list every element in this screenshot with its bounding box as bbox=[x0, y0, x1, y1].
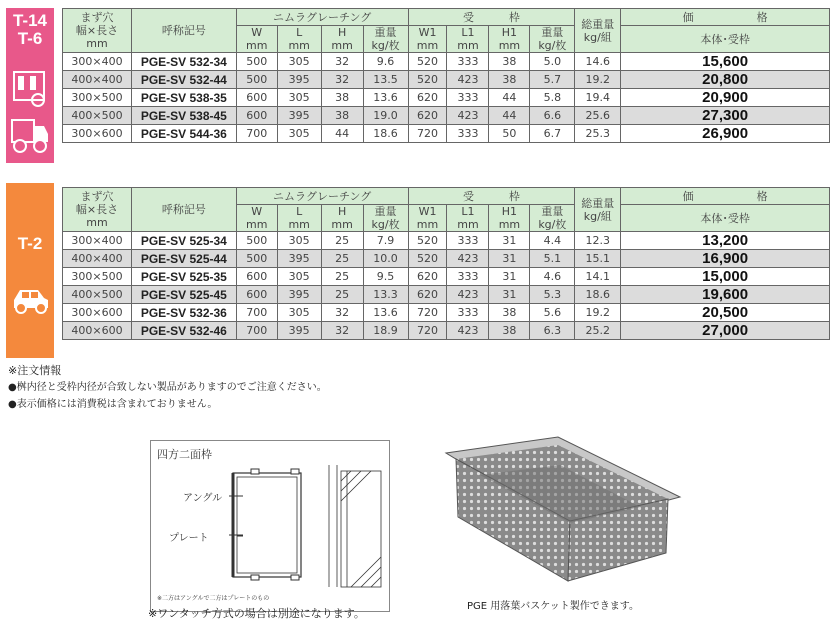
header-l: L mm bbox=[277, 205, 321, 232]
cell-model: PGE-SV 538-35 bbox=[131, 89, 236, 107]
cell-wt2: 5.8 bbox=[530, 89, 575, 107]
cell-w1: 620 bbox=[408, 286, 447, 304]
cell-wt2: 4.6 bbox=[530, 268, 575, 286]
header-model: 呼称記号 bbox=[131, 188, 236, 232]
cell-wt2: 5.0 bbox=[530, 53, 575, 71]
basket-caption: PGE 用落葉バスケット製作できます。 bbox=[467, 601, 639, 612]
cell-w1: 520 bbox=[408, 250, 447, 268]
cell-h: 32 bbox=[321, 53, 363, 71]
cell-size: 300×400 bbox=[63, 232, 132, 250]
cell-wt: 13.3 bbox=[363, 286, 408, 304]
header-price-sub: 本体･受枠 bbox=[621, 26, 830, 53]
diagram-caption: ※ワンタッチ方式の場合は別途になります。 bbox=[148, 607, 365, 620]
cell-price: 13,200 bbox=[621, 232, 830, 250]
header-total-weight: 総重量 kg/組 bbox=[575, 9, 621, 53]
cell-wt2: 5.7 bbox=[530, 71, 575, 89]
cell-model: PGE-SV 532-44 bbox=[131, 71, 236, 89]
cell-size: 400×500 bbox=[63, 107, 132, 125]
header-h1: H1 mm bbox=[489, 26, 530, 53]
cell-size: 300×500 bbox=[63, 268, 132, 286]
table-row bbox=[63, 53, 830, 71]
header-price: 価 格 bbox=[621, 9, 830, 26]
cell-price: 20,800 bbox=[621, 71, 830, 89]
header-grating: ニムラグレーチング bbox=[236, 9, 408, 26]
cell-h: 38 bbox=[321, 89, 363, 107]
cell-total: 25.6 bbox=[575, 107, 621, 125]
frame-drawing bbox=[151, 441, 391, 613]
cell-model: PGE-SV 538-45 bbox=[131, 107, 236, 125]
cell-total: 19.2 bbox=[575, 71, 621, 89]
diagram-title: 四方二面枠 bbox=[157, 448, 212, 461]
cell-model: PGE-SV 525-44 bbox=[131, 250, 236, 268]
cell-w: 700 bbox=[236, 125, 277, 143]
header-price-sub: 本体･受枠 bbox=[621, 205, 830, 232]
header-total-weight: 総重量 kg/組 bbox=[575, 188, 621, 232]
tab-label-t14: T-14 bbox=[12, 11, 48, 30]
cell-price: 20,500 bbox=[621, 304, 830, 322]
table-row bbox=[63, 286, 830, 304]
cell-w: 600 bbox=[236, 286, 277, 304]
cell-h1: 31 bbox=[489, 250, 530, 268]
cell-h1: 44 bbox=[489, 89, 530, 107]
cell-price: 20,900 bbox=[621, 89, 830, 107]
plate-label: プレート bbox=[169, 533, 209, 544]
cell-h: 25 bbox=[321, 250, 363, 268]
cell-l: 395 bbox=[277, 71, 321, 89]
header-masu: まず穴 幅×長さ mm bbox=[63, 9, 132, 53]
header-uke-waku: 受 枠 bbox=[408, 9, 575, 26]
cell-h1: 38 bbox=[489, 322, 530, 340]
cell-wt2: 5.6 bbox=[530, 304, 575, 322]
cell-price: 16,900 bbox=[621, 250, 830, 268]
cell-l1: 423 bbox=[447, 107, 489, 125]
cell-l1: 333 bbox=[447, 125, 489, 143]
cell-total: 15.1 bbox=[575, 250, 621, 268]
cell-l1: 333 bbox=[447, 53, 489, 71]
header-weight: 重量 kg/枚 bbox=[363, 205, 408, 232]
cell-price: 19,600 bbox=[621, 286, 830, 304]
header-w1: W1 mm bbox=[408, 205, 447, 232]
cell-w1: 520 bbox=[408, 232, 447, 250]
cell-l1: 333 bbox=[447, 304, 489, 322]
cell-h1: 31 bbox=[489, 232, 530, 250]
cell-w: 500 bbox=[236, 232, 277, 250]
cell-h: 38 bbox=[321, 107, 363, 125]
cell-price: 27,000 bbox=[621, 322, 830, 340]
cell-wt2: 5.3 bbox=[530, 286, 575, 304]
table-row bbox=[63, 107, 830, 125]
table-row bbox=[63, 125, 830, 143]
cell-w: 600 bbox=[236, 107, 277, 125]
cell-w1: 720 bbox=[408, 125, 447, 143]
header-w: W mm bbox=[236, 26, 277, 53]
cell-h1: 38 bbox=[489, 71, 530, 89]
table-row bbox=[63, 304, 830, 322]
cell-wt: 9.6 bbox=[363, 53, 408, 71]
cell-w1: 620 bbox=[408, 268, 447, 286]
cell-size: 400×600 bbox=[63, 322, 132, 340]
header-w1: W1 mm bbox=[408, 26, 447, 53]
cell-l: 395 bbox=[277, 322, 321, 340]
cell-model: PGE-SV 532-34 bbox=[131, 53, 236, 71]
cell-h: 25 bbox=[321, 232, 363, 250]
cell-w: 600 bbox=[236, 89, 277, 107]
header-l: L mm bbox=[277, 26, 321, 53]
cell-w: 700 bbox=[236, 304, 277, 322]
tab-label-t6: T-6 bbox=[17, 29, 43, 48]
cell-wt2: 6.6 bbox=[530, 107, 575, 125]
cell-l: 305 bbox=[277, 89, 321, 107]
notes-heading: ※注文情報 bbox=[8, 364, 62, 377]
cell-l: 395 bbox=[277, 286, 321, 304]
angle-label: アングル bbox=[183, 493, 223, 504]
cell-size: 400×400 bbox=[63, 250, 132, 268]
cell-size: 300×400 bbox=[63, 53, 132, 71]
cell-l: 305 bbox=[277, 53, 321, 71]
cell-size: 400×400 bbox=[63, 71, 132, 89]
cell-l: 305 bbox=[277, 232, 321, 250]
tab-label-t2: T-2 bbox=[17, 234, 43, 253]
cell-total: 18.6 bbox=[575, 286, 621, 304]
cell-h1: 44 bbox=[489, 107, 530, 125]
cell-l1: 423 bbox=[447, 71, 489, 89]
cell-l: 395 bbox=[277, 107, 321, 125]
cell-total: 25.3 bbox=[575, 125, 621, 143]
cell-wt2: 6.3 bbox=[530, 322, 575, 340]
cell-total: 19.4 bbox=[575, 89, 621, 107]
frame-diagram bbox=[150, 440, 390, 612]
cell-w: 500 bbox=[236, 250, 277, 268]
cell-h1: 31 bbox=[489, 286, 530, 304]
table-row bbox=[63, 268, 830, 286]
cell-l1: 333 bbox=[447, 89, 489, 107]
cell-l: 305 bbox=[277, 125, 321, 143]
cell-wt: 9.5 bbox=[363, 268, 408, 286]
cell-h: 32 bbox=[321, 71, 363, 89]
cell-w: 500 bbox=[236, 53, 277, 71]
cell-l: 305 bbox=[277, 304, 321, 322]
header-weight-frame: 重量 kg/枚 bbox=[530, 26, 575, 53]
cell-wt2: 6.7 bbox=[530, 125, 575, 143]
cell-l1: 423 bbox=[447, 250, 489, 268]
cell-h: 25 bbox=[321, 286, 363, 304]
spec-table-t2 bbox=[62, 187, 830, 340]
cell-l: 395 bbox=[277, 250, 321, 268]
cell-size: 300×600 bbox=[63, 125, 132, 143]
car-icon bbox=[10, 278, 50, 318]
cell-l1: 423 bbox=[447, 322, 489, 340]
cell-wt: 13.5 bbox=[363, 71, 408, 89]
cell-h: 32 bbox=[321, 304, 363, 322]
cell-model: PGE-SV 525-35 bbox=[131, 268, 236, 286]
cell-w1: 720 bbox=[408, 322, 447, 340]
note-line-1: ●桝内径と受枠内径が合致しない製品がありますのでご注意ください。 bbox=[8, 382, 327, 393]
cell-wt: 13.6 bbox=[363, 89, 408, 107]
cell-l: 305 bbox=[277, 268, 321, 286]
spec-table-t14-t6 bbox=[62, 8, 830, 143]
order-notes bbox=[8, 362, 327, 413]
cell-wt: 18.9 bbox=[363, 322, 408, 340]
header-h: H mm bbox=[321, 26, 363, 53]
cell-w1: 520 bbox=[408, 53, 447, 71]
cell-wt2: 4.4 bbox=[530, 232, 575, 250]
cell-wt: 19.0 bbox=[363, 107, 408, 125]
header-weight: 重量 kg/枚 bbox=[363, 26, 408, 53]
cell-wt: 7.9 bbox=[363, 232, 408, 250]
diagram-small-note: ※二方はアングルで二方はプレートのもの bbox=[157, 595, 270, 602]
table-row bbox=[63, 250, 830, 268]
header-h: H mm bbox=[321, 205, 363, 232]
header-grating: ニムラグレーチング bbox=[236, 188, 408, 205]
cell-w: 600 bbox=[236, 268, 277, 286]
cell-h: 44 bbox=[321, 125, 363, 143]
cell-wt: 13.6 bbox=[363, 304, 408, 322]
leaf-basket-illustration bbox=[440, 435, 690, 595]
cell-h1: 50 bbox=[489, 125, 530, 143]
header-weight-frame: 重量 kg/枚 bbox=[530, 205, 575, 232]
cell-wt: 10.0 bbox=[363, 250, 408, 268]
header-h1: H1 mm bbox=[489, 205, 530, 232]
cell-total: 14.1 bbox=[575, 268, 621, 286]
cell-w1: 520 bbox=[408, 71, 447, 89]
header-l1: L1 mm bbox=[447, 205, 489, 232]
cell-w: 700 bbox=[236, 322, 277, 340]
cell-wt2: 5.1 bbox=[530, 250, 575, 268]
cell-w1: 620 bbox=[408, 89, 447, 107]
table-row bbox=[63, 89, 830, 107]
cell-h1: 38 bbox=[489, 53, 530, 71]
cell-total: 14.6 bbox=[575, 53, 621, 71]
truck-icon bbox=[10, 70, 50, 160]
cell-price: 27,300 bbox=[621, 107, 830, 125]
cell-model: PGE-SV 525-34 bbox=[131, 232, 236, 250]
cell-total: 25.2 bbox=[575, 322, 621, 340]
cell-price: 15,600 bbox=[621, 53, 830, 71]
cell-price: 15,000 bbox=[621, 268, 830, 286]
cell-size: 400×500 bbox=[63, 286, 132, 304]
header-w: W mm bbox=[236, 205, 277, 232]
cell-h: 25 bbox=[321, 268, 363, 286]
cell-model: PGE-SV 532-36 bbox=[131, 304, 236, 322]
cell-w: 500 bbox=[236, 71, 277, 89]
table-row bbox=[63, 71, 830, 89]
table-row bbox=[63, 232, 830, 250]
cell-size: 300×500 bbox=[63, 89, 132, 107]
header-model: 呼称記号 bbox=[131, 9, 236, 53]
cell-model: PGE-SV 532-46 bbox=[131, 322, 236, 340]
cell-h: 32 bbox=[321, 322, 363, 340]
load-class-tab-t14-t6 bbox=[6, 8, 54, 163]
cell-total: 12.3 bbox=[575, 232, 621, 250]
cell-price: 26,900 bbox=[621, 125, 830, 143]
load-class-tab-t2 bbox=[6, 183, 54, 358]
header-masu: まず穴 幅×長さ mm bbox=[63, 188, 132, 232]
cell-h1: 31 bbox=[489, 268, 530, 286]
cell-model: PGE-SV 544-36 bbox=[131, 125, 236, 143]
cell-h1: 38 bbox=[489, 304, 530, 322]
cell-l1: 333 bbox=[447, 232, 489, 250]
cell-model: PGE-SV 525-45 bbox=[131, 286, 236, 304]
cell-total: 19.2 bbox=[575, 304, 621, 322]
header-l1: L1 mm bbox=[447, 26, 489, 53]
cell-size: 300×600 bbox=[63, 304, 132, 322]
cell-l1: 333 bbox=[447, 268, 489, 286]
cell-wt: 18.6 bbox=[363, 125, 408, 143]
note-line-2: ●表示価格には消費税は含まれておりません。 bbox=[8, 399, 218, 410]
cell-w1: 620 bbox=[408, 107, 447, 125]
table-row bbox=[63, 322, 830, 340]
cell-w1: 720 bbox=[408, 304, 447, 322]
cell-l1: 423 bbox=[447, 286, 489, 304]
header-uke-waku: 受 枠 bbox=[408, 188, 575, 205]
header-price: 価 格 bbox=[621, 188, 830, 205]
